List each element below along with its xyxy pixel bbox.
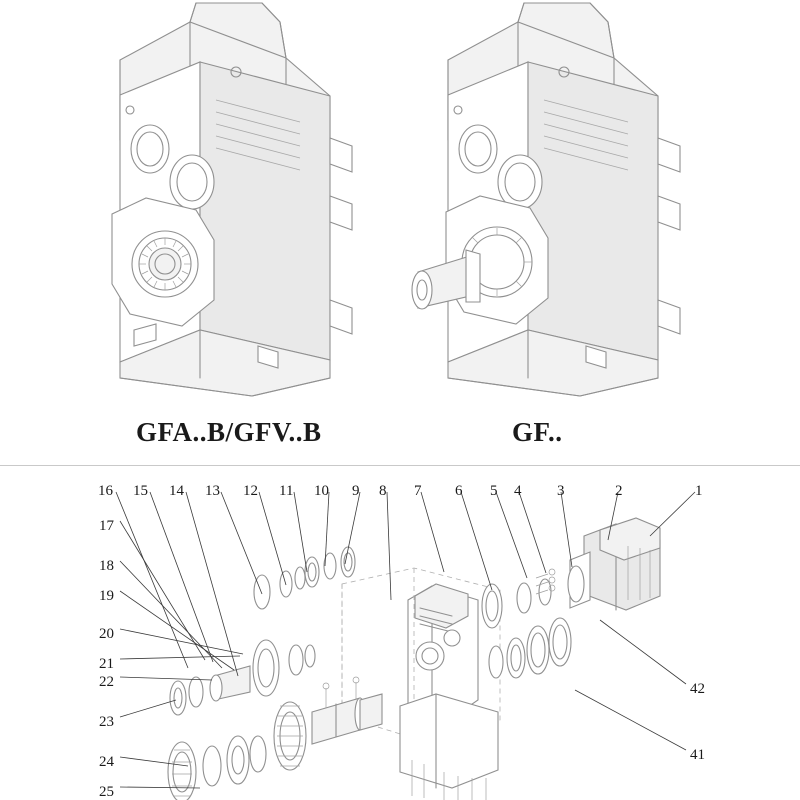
caption-gf: GF.. bbox=[512, 417, 563, 447]
callout-number-5: 5 bbox=[490, 483, 498, 499]
gearbox-gf-drawing bbox=[412, 3, 680, 396]
callout-number-11: 11 bbox=[279, 483, 294, 499]
callout-number-21: 21 bbox=[99, 656, 114, 672]
callout-number-9: 9 bbox=[352, 483, 360, 499]
callout-number-42: 42 bbox=[690, 681, 705, 697]
callout-number-23: 23 bbox=[99, 714, 114, 730]
callout-number-12: 12 bbox=[243, 483, 258, 499]
callout-number-19: 19 bbox=[99, 588, 114, 604]
callout-number-4: 4 bbox=[514, 483, 522, 499]
callout-number-7: 7 bbox=[414, 483, 422, 499]
callout-number-1: 1 bbox=[695, 483, 703, 499]
leader-lines-right bbox=[575, 620, 686, 750]
callout-number-17: 17 bbox=[99, 518, 114, 534]
callout-number-10: 10 bbox=[314, 483, 329, 499]
callout-number-25: 25 bbox=[99, 784, 114, 800]
callout-number-22: 22 bbox=[99, 674, 114, 690]
callout-number-24: 24 bbox=[99, 754, 114, 770]
callout-number-2: 2 bbox=[615, 483, 623, 499]
exploded-assembly-drawing bbox=[116, 492, 695, 800]
callout-number-15: 15 bbox=[133, 483, 148, 499]
gearbox-gfa-drawing bbox=[112, 3, 352, 396]
callout-number-20: 20 bbox=[99, 626, 114, 642]
caption-gfa-gfv: GFA..B/GFV..B bbox=[136, 417, 322, 447]
callout-number-6: 6 bbox=[455, 483, 463, 499]
callout-number-41: 41 bbox=[690, 747, 705, 763]
section-divider bbox=[0, 465, 800, 466]
callout-number-14: 14 bbox=[169, 483, 184, 499]
callout-number-13: 13 bbox=[205, 483, 220, 499]
callout-number-3: 3 bbox=[557, 483, 565, 499]
callout-number-18: 18 bbox=[99, 558, 114, 574]
callout-number-8: 8 bbox=[379, 483, 387, 499]
callout-number-16: 16 bbox=[98, 483, 113, 499]
